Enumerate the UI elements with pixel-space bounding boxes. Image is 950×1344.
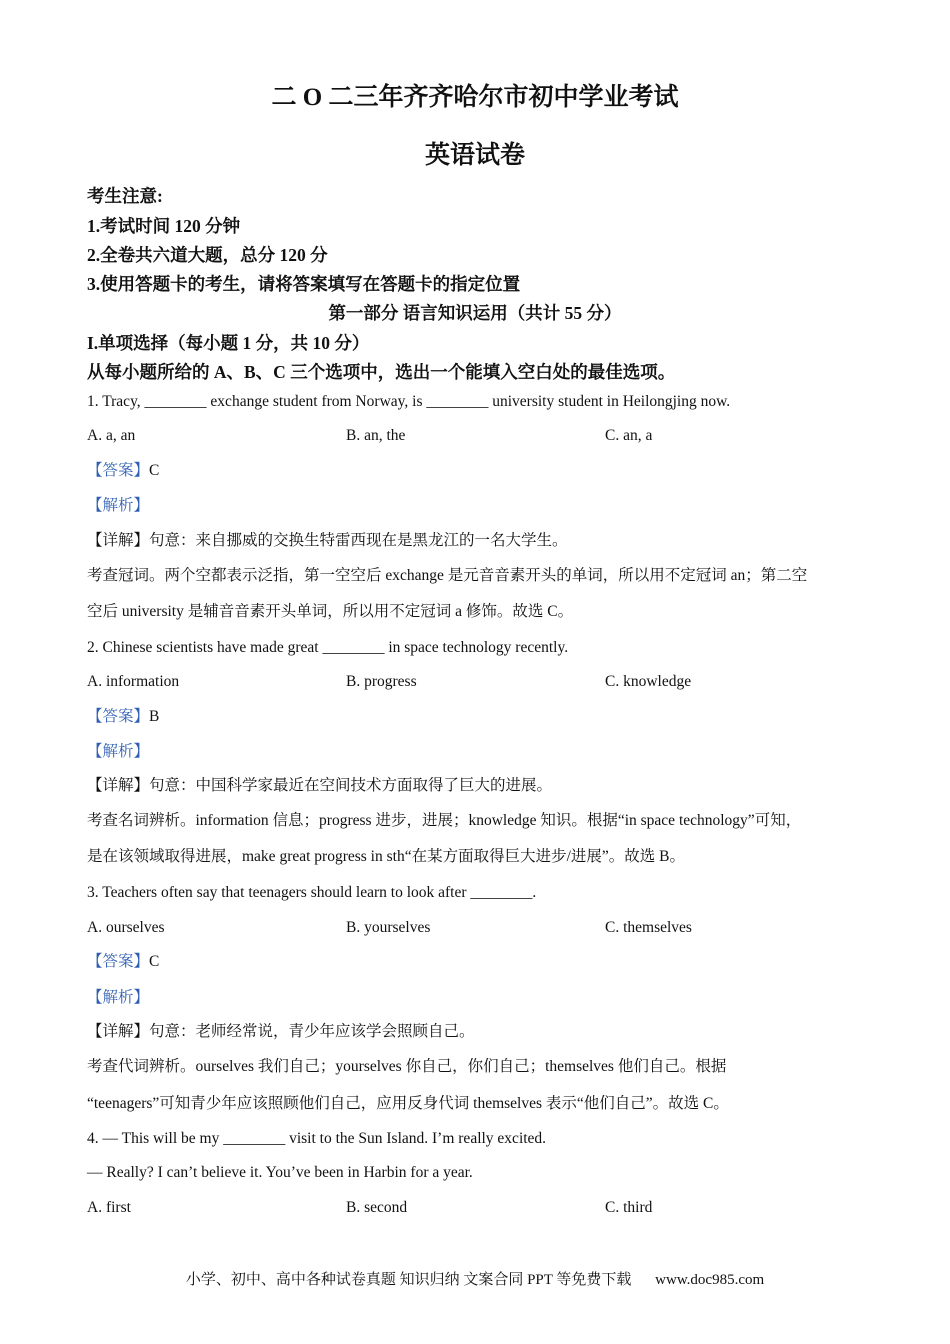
detail-text: 句意：中国科学家最近在空间技术方面取得了巨大的进展。	[149, 777, 553, 794]
answer-value: B	[149, 708, 160, 725]
exam-title: 二 O 二三年齐齐哈尔市初中学业考试	[271, 84, 679, 111]
option-a: A. first	[87, 1199, 131, 1216]
part-title: 第一部分 语言知识运用（共计 55 分）	[328, 303, 622, 323]
answer-value: C	[149, 462, 160, 479]
note-item: 2.全卷共六道大题，总分 120 分	[87, 245, 328, 265]
detail-line	[87, 1022, 475, 1042]
question-stem: 4. — This will be my ________ visit to the Sun Island. I’m really excited.	[87, 1130, 547, 1147]
section-title: I.单项选择（每小题 1 分，共 10 分）	[87, 333, 370, 353]
note-item: 3.使用答题卡的考生，请将答案填写在答题卡的指定位置	[87, 274, 521, 294]
detail-line	[87, 531, 568, 551]
question-stem: 3. Teachers often say that teenagers should learn to look after ________.	[87, 884, 537, 901]
question-stem: 2. Chinese scientists have made great ________ in space technology recently.	[87, 639, 569, 656]
footer-text: 小学、初中、高中各种试卷真题 知识归纳 文案合同 PPT 等免费下载	[185, 1272, 632, 1288]
option-a: A. ourselves	[87, 919, 165, 936]
option-c: C. knowledge	[605, 673, 692, 690]
explanation-line: 考查名词辨析。information 信息；progress 进步，进展；knowledge 知识。根据“in space technology”可知，	[87, 812, 802, 829]
option-b: B. second	[346, 1199, 408, 1216]
detail-text: 句意：来自挪威的交换生特雷西现在是黑龙江的一名大学生。	[149, 532, 568, 549]
detail-tag: 【详解】	[87, 532, 150, 549]
notes-heading: 考生注意:	[87, 186, 163, 206]
option-a: A. a, an	[87, 427, 136, 444]
answer-tag: 【答案】	[87, 953, 150, 970]
analysis-tag: 【解析】	[87, 743, 150, 760]
explanation-line: 考查冠词。两个空都表示泛指，第一空空后 exchange 是元音音素开头的单词，所以用不定冠词 an；第二空	[87, 567, 808, 584]
explanation-line: 空后 university 是辅音音素开头单词，所以用不定冠词 a 修饰。故选 C。	[87, 603, 574, 620]
explanation-line: 考查代词辨析。ourselves 我们自己；yourselves 你自己，你们自己；themselves 他们自己。根据	[87, 1058, 727, 1075]
option-b: B. yourselves	[346, 919, 431, 936]
analysis-tag: 【解析】	[87, 497, 150, 514]
detail-tag: 【详解】	[87, 1023, 150, 1040]
answer-tag: 【答案】	[87, 708, 150, 725]
analysis-tag: 【解析】	[87, 989, 150, 1006]
section-instruction: 从每小题所给的 A、B、C 三个选项中，选出一个能填入空白处的最佳选项。	[87, 362, 676, 382]
answer-tag: 【答案】	[87, 462, 150, 479]
page-footer	[0, 1270, 950, 1290]
answer-value: C	[149, 953, 160, 970]
answer-line	[87, 952, 159, 972]
answer-line	[87, 707, 159, 727]
option-c: C. third	[605, 1199, 653, 1216]
exam-subtitle: 英语试卷	[424, 142, 525, 169]
option-b: B. an, the	[346, 427, 406, 444]
option-c: C. an, a	[605, 427, 653, 444]
explanation-line: 是在该领域取得进展，make great progress in sth“在某方面取得巨大进步/进展”。故选 B。	[87, 848, 685, 865]
detail-line	[87, 776, 552, 796]
note-item: 1.考试时间 120 分钟	[87, 216, 241, 236]
question-stem: 1. Tracy, ________ exchange student from Norway, is ________ university student in Heilongjing now.	[87, 393, 731, 410]
explanation-line: “teenagers”可知青少年应该照顾他们自己，应用反身代词 themselves 表示“他们自己”。故选 C。	[87, 1095, 729, 1112]
question-stem: — Really? I can’t believe it. You’ve been in Harbin for a year.	[87, 1164, 473, 1181]
option-b: B. progress	[346, 673, 417, 690]
detail-text: 句意：老师经常说，青少年应该学会照顾自己。	[149, 1023, 475, 1040]
detail-tag: 【详解】	[87, 777, 150, 794]
answer-line	[87, 461, 159, 481]
footer-link[interactable]: www.doc985.com	[655, 1272, 765, 1288]
option-c: C. themselves	[605, 919, 692, 936]
option-a: A. information	[87, 673, 180, 690]
